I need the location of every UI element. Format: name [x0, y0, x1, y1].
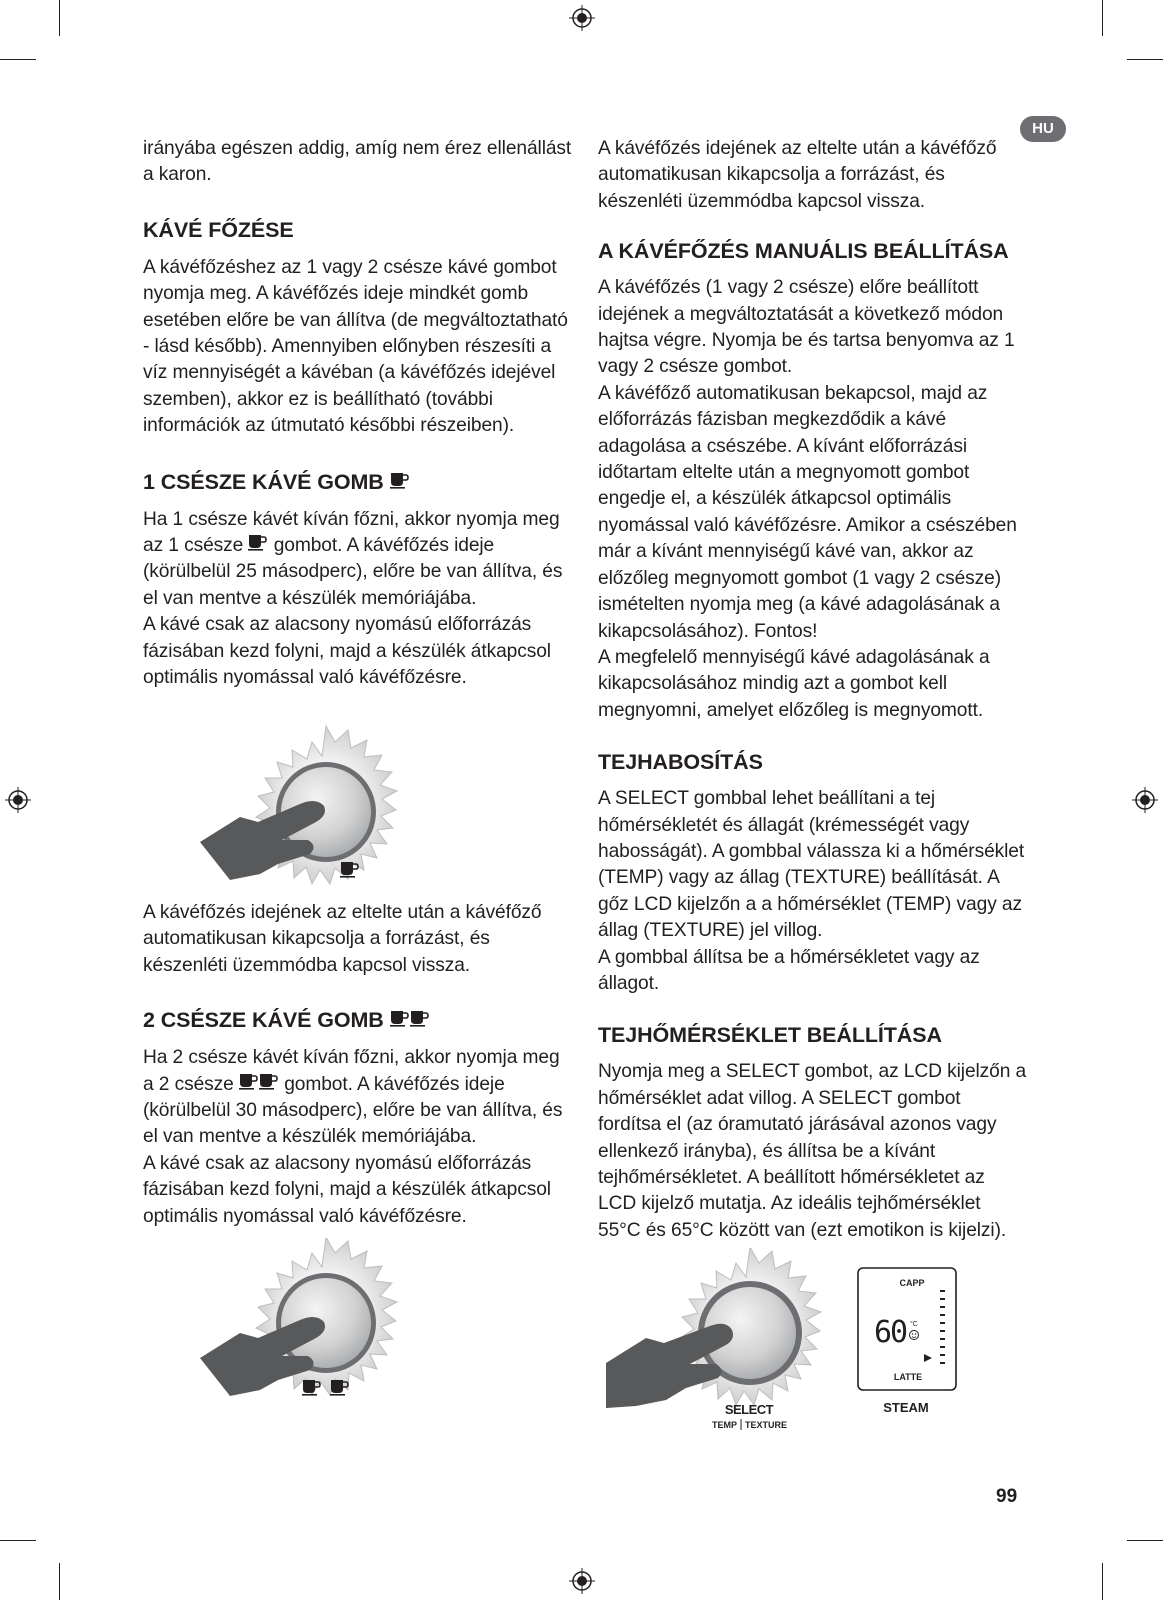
heading-two-cups-text: 2 CSÉSZE KÁVÉ GOMB [143, 1008, 384, 1033]
crop-mark [1127, 1540, 1163, 1541]
registration-mark-icon [1132, 787, 1158, 813]
two-cups-icon [410, 1009, 430, 1027]
paragraph-two-cups [143, 1045, 573, 1151]
texture-label: TEXTURE [745, 1420, 788, 1430]
registration-mark-icon [569, 1568, 595, 1594]
registration-mark-icon [569, 5, 595, 31]
crop-mark [59, 0, 60, 36]
heading-manual-setting: A KÁVÉFŐZÉS MANUÁLIS BEÁLLÍTÁSA [598, 239, 1009, 264]
crop-mark [0, 59, 36, 60]
paragraph-one-cup-preinfusion: A kávé csak az alacsony nyomású előforrázás fázisában kezd folyni, majd a készülék átkapcsol optimális nyomással való kávéfőzésre. [143, 614, 551, 689]
left-column-lower [143, 900, 573, 1230]
paragraph-two-cups-part-a: Ha 2 csésze kávét kíván főzni, akkor nyomja meg a 2 csésze [143, 1047, 560, 1095]
select-label: SELECT [724, 1402, 774, 1417]
two-cups-button-figure [200, 1238, 420, 1413]
one-cup-icon [390, 471, 410, 489]
page-number: 99 [996, 1486, 1018, 1507]
registration-mark-icon [5, 787, 31, 813]
right-column [598, 136, 1028, 1244]
paragraph-temp: Nyomja meg a SELECT gombot, az LCD kijelzőn a hőmérséklet adat villog. A SELECT gombot fordítsa el (az óramutató járásával azonos vagy ellenkező irányba), és állítsa be a kívánt tejhőmérsékletet. A beállított hőmérsékletet az LCD kijelző mutatja. Az ideális tejhőmérséklet 55°C és 65°C között van (ezt emotikon is kijelzi). [598, 1061, 1027, 1241]
crop-mark [1102, 0, 1103, 36]
lcd-bottom-label: LATTE [893, 1372, 923, 1382]
one-cup-icon [340, 862, 358, 878]
heading-kave-fozese: KÁVÉ FŐZÉSE [143, 217, 294, 242]
paragraph-two-cups-part-b: gombot. A kávéfőzés ideje (körülbelül 30 másodperc), előre be van állítva, és el van mentve a készülék memóriájába. [143, 1073, 563, 1148]
paragraph-tej-a: A SELECT gombbal lehet beállítani a tej hőmérsékletét és állagát (krémességét vagy habosságát). A gombbal válassza ki a hőmérséklet (TEMP) vagy az állag (TEXTURE) beállítását. A gőz LCD kijelzőn a a hőmérséklet (TEMP) vagy az állag (TEXTURE) jel villog. [598, 788, 1025, 942]
two-cups-icon [239, 1072, 259, 1090]
crop-mark [1127, 59, 1163, 60]
paragraph-tej-b: A gombbal állítsa be a hőmérsékletet vagy az állagot. [598, 946, 980, 994]
select-knob-figure [606, 1248, 846, 1443]
lcd-value: 60 [873, 1315, 907, 1350]
paragraph-one-cup [143, 507, 573, 613]
paragraph-one-cup-part-b: gombot. A kávéfőzés ideje (körülbelül 25 másodperc), előre be van állítva, és el van mentve a készülék memóriájába. [143, 535, 563, 609]
language-badge: HU [1020, 116, 1066, 142]
paragraph-one-cup-part-a: Ha 1 csésze kávét kíván főzni, akkor nyomja meg az 1 csésze [143, 508, 560, 557]
heading-tejhomerseklet: TEJHŐMÉRSÉKLET BEÁLLÍTÁSA [598, 1023, 942, 1048]
temp-label: TEMP [711, 1420, 737, 1430]
crop-mark [0, 1540, 36, 1541]
two-cups-icon [259, 1072, 279, 1090]
paragraph-manual-c: A megfelelő mennyiségű kávé adagolásának a kikapcsolásához mindig azt a gombot kell megnyomni, amelyet előzőleg is megnyomott. [598, 646, 990, 721]
paragraph-manual-b: A kávéfőző automatikusan bekapcsol, majd az előforrázás fázisban megkezdődik a kávé adagolása a csészébe. A kívánt előforrázási időtartam eltelte után a megnyomott gombot engedje el, a készülék átkapcsol optimális nyomással való kávéfőzésre. Amikor a csészében már a kívánt mennyiségű kávé van, akkor az előzőleg megnyomott gombot (1 vagy 2 csésze) ismételten nyomja meg (a kávé adagolásának a kikapcsolásához). Fontos! [598, 382, 1017, 642]
two-cups-icon [390, 1009, 410, 1027]
lcd-top-label: CAPP [899, 1278, 925, 1288]
paragraph-after-brew: A kávéfőzés idejének az eltelte után a kávéfőző automatikusan kikapcsolja a forrázást, és készenléti üzemmódba kapcsol vissza. [598, 138, 997, 212]
one-cup-icon [248, 533, 268, 551]
paragraph-two-cups-preinfusion: A kávé csak az alacsony nyomású előforrázás fázisában kezd folyni, majd a készülék átkapcsol optimális nyomással való kávéfőzésre. [143, 1152, 551, 1227]
heading-tejhabositas: TEJHABOSÍTÁS [598, 750, 763, 775]
paragraph-after-one-cup: A kávéfőzés idejének az eltelte után a kávéfőző automatikusan kikapcsolja a forrázást, és készenléti üzemmódba kapcsol vissza. [143, 902, 542, 976]
heading-one-cup-text: 1 CSÉSZE KÁVÉ GOMB [143, 469, 384, 494]
lcd-display-figure [856, 1266, 960, 1422]
crop-mark [59, 1563, 60, 1600]
pointing-finger-icon [606, 1324, 733, 1408]
left-column [143, 136, 573, 692]
lcd-caption: STEAM [883, 1400, 929, 1415]
one-cup-button-figure [200, 722, 420, 892]
paragraph-intro: irányába egészen addig, amíg nem érez ellenállást a karon. [143, 138, 572, 186]
lcd-unit: °C [910, 1321, 918, 1328]
heading-two-cups-button [143, 1006, 573, 1034]
paragraph-kave-fozese: A kávéfőzéshez az 1 vagy 2 csésze kávé gombot nyomja meg. A kávéfőzés ideje mindkét gomb esetében előre be van állítva (de megváltoztatható - lásd később). Amennyiben előnyben részesíti a víz mennyiségét a kávéban (a kávéfőzés idejével szemben), akkor ez is beállítható (további információk az útmutató későbbi részeiben). [143, 256, 568, 437]
heading-one-cup-button [143, 468, 573, 496]
crop-mark [1102, 1563, 1103, 1600]
paragraph-manual-a: A kávéfőzés (1 vagy 2 csésze) előre beállított idejének a megváltoztatását a következő módon hajtsa végre. Nyomja be és tartsa benyomva az 1 vagy 2 csésze gombot. [598, 277, 1015, 378]
